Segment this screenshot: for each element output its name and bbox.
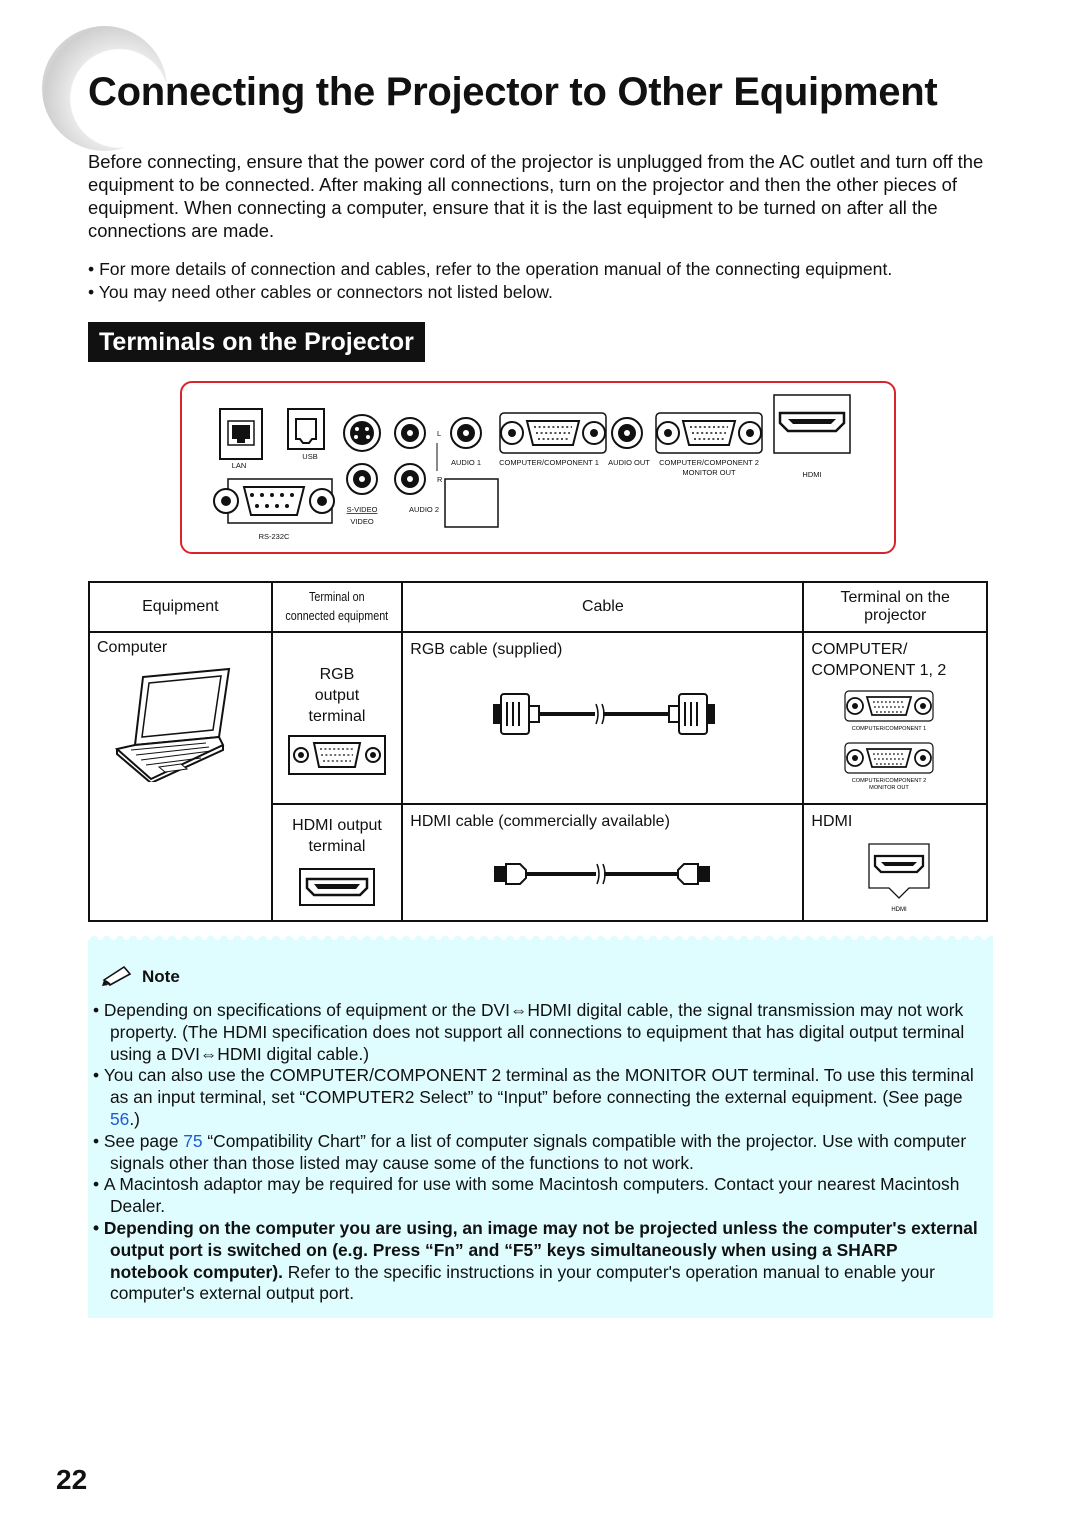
hdmi-cable-label: HDMI cable (commercially available) [410,813,670,830]
note-item: • Depending on the computer you are using, an image may not be projected unless the computer's external output port is switched on (e.g. Press “Fn” and “F5” keys simultaneously when using a SHARP notebook computer). Refer to the specific instructions in your computer's operation manual to enable your computer's external output port. [93,1217,978,1304]
projector-terminal-header: Terminal on the projector [803,582,987,632]
projector-terminals-diagram [182,383,894,552]
rs232c-label: RS-232C [258,532,290,541]
hdmi-label: HDMI [802,470,822,479]
intro-paragraph: Before connecting, ensure that the power cord of the projector is unplugged from the AC outlet and turn off the equipment to be connected. After making all connections, turn on the projector and then the other pieces of equipment. When connecting a computer, ensure that it is the last equipment to be turned on after all the connections are made. [88,151,984,241]
lan-label: LAN [231,461,247,470]
audio1-port-icon [451,418,481,448]
rgb-cable-cell [402,632,803,804]
computer-component-port-icon [841,687,941,791]
svg-text:MONITOR OUT: MONITOR OUT [869,785,910,791]
vga-output-icon [288,735,386,775]
svg-text:COMPUTER/COMPONENT 1: COMPUTER/COMPONENT 1 [852,726,927,732]
monitor-out-label: MONITOR OUT [682,468,736,477]
hdmi-cable-icon [494,854,724,894]
rgb-cable-icon [493,690,723,740]
audio-out-label: AUDIO OUT [608,458,650,467]
audio2-r-port-icon [395,464,425,494]
laptop-icon [111,667,236,782]
hdmi-input-icon [867,842,931,914]
equipment-name: Computer [97,639,168,656]
page-number: 22 [56,1464,88,1495]
page-link[interactable]: 56 [110,1108,130,1129]
r-label: R [437,475,443,484]
computer-component1-port-icon [500,413,606,453]
note-heading: Note [102,964,180,991]
note-item: • Depending on specifications of equipment or the DVI⇔HDMI digital cable, the signal transmission may not work property. (The HDMI specification does not support all connections to equipment that has digital output terminal using a DVI⇔HDMI digital cable.) [93,1000,965,1064]
rgb-cable-label: RGB cable (supplied) [410,641,563,658]
computer-component2-label: COMPUTER/COMPONENT 2 [659,458,759,467]
page-title: Connecting the Projector to Other Equipment [88,70,938,114]
blank-panel [445,479,498,527]
usb-label: USB [302,452,318,461]
svideo-label: S-VIDEO [346,505,378,514]
computer-terminal-cell: COMPUTER/ COMPONENT 1, 2 COMPUTER/COMPONENT 1 COMPUTER/COMPONENT 2 MONITOR OUT [803,632,987,804]
list-item: • You may need other cables or connectors not listed below. [88,282,553,302]
svg-text:COMPUTER/COMPONENT 2: COMPUTER/COMPONENT 2 [852,778,927,784]
section-heading: Terminals on the Projector [88,322,425,362]
usb-port-icon [288,409,324,449]
note-item: • You can also use the COMPUTER/COMPONENT 2 terminal as the MONITOR OUT terminal. To use this terminal as an input terminal, set “COMPUTER2 Select” to “Input” before connecting the external equipment. (See page 56.) [93,1065,974,1129]
audio2-label: AUDIO 2 [408,505,440,514]
rgb-terminal-cell: RGB output terminal [272,632,403,804]
equipment-cell [89,632,272,921]
svideo-port-icon [344,415,380,451]
note-item: • A Macintosh adaptor may be required for use with some Macintosh computers. Contact your nearest Macintosh Dealer. [93,1174,960,1217]
note-list [93,1000,978,1305]
video-label: VIDEO [350,517,374,526]
hdmi-output-icon [299,868,375,906]
note-item: • See page 75 “Compatibility Chart” for a list of computer signals compatible with the projector. Use with computer signals other than those listed may cause some of the functions to not work. [93,1130,967,1173]
list-item: • For more details of connection and cables, refer to the operation manual of the connecting equipment. [88,259,893,279]
audio1-label: AUDIO 1 [450,458,482,467]
lan-port-icon [220,409,262,459]
bullet-list [88,258,998,304]
l-label: L [437,429,442,438]
svg-text:HDMI: HDMI [891,907,908,913]
computer-component2-port-icon [656,413,762,453]
hdmi-cable-cell [402,804,803,921]
equipment-header: Equipment [89,582,272,632]
hdmi-port-icon [774,395,850,453]
audio2-l-port-icon [395,418,425,448]
computer-component1-label: COMPUTER/COMPONENT 1 [499,458,599,467]
hdmi-terminal-cell: HDMI output terminal [272,804,403,921]
video-port-icon [347,464,377,494]
rs232c-port-icon [214,479,334,523]
hdmi-projector-cell: HDMI HDMI [803,804,987,921]
terminal-header: Terminal on connected equipment [272,582,403,632]
terminal-panel [180,381,896,554]
page-link[interactable]: 75 [183,1130,203,1151]
cable-header: Cable [402,582,803,632]
audio-out-port-icon [612,418,642,448]
connection-table [88,581,988,922]
pencil-icon [102,964,138,991]
